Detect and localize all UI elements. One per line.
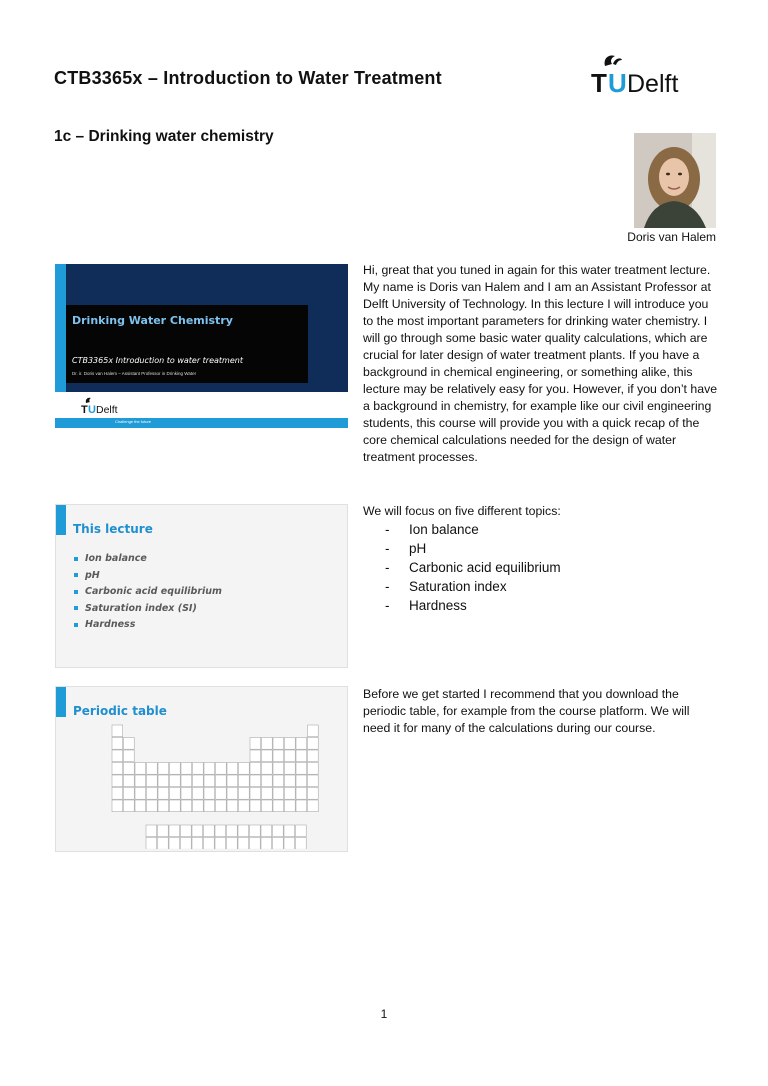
element-cell bbox=[285, 763, 296, 775]
element-cell bbox=[193, 775, 204, 787]
element-cell bbox=[262, 738, 273, 750]
slide-accent-bar bbox=[56, 505, 66, 535]
element-cell bbox=[158, 838, 169, 850]
topic-dash: - bbox=[385, 560, 390, 575]
element-cell bbox=[204, 763, 215, 775]
element-cell bbox=[216, 800, 227, 812]
element-cell bbox=[227, 788, 238, 800]
topics-list bbox=[385, 520, 561, 615]
element-cell bbox=[215, 838, 226, 850]
element-cell bbox=[147, 800, 158, 812]
slide-tagline: Challenge the future bbox=[115, 419, 152, 424]
element-cell bbox=[216, 775, 227, 787]
element-cell bbox=[135, 788, 146, 800]
element-cell bbox=[147, 763, 158, 775]
topic-label: Carbonic acid equilibrium bbox=[409, 560, 561, 575]
instructor-name: Doris van Halem bbox=[627, 230, 716, 244]
element-cell bbox=[112, 788, 123, 800]
element-cell bbox=[227, 775, 238, 787]
element-cell bbox=[112, 750, 123, 762]
element-cell bbox=[124, 750, 135, 762]
element-cell bbox=[193, 763, 204, 775]
element-cell bbox=[124, 763, 135, 775]
slide-bullet-list bbox=[74, 553, 222, 636]
topic-item bbox=[385, 596, 561, 615]
element-cell bbox=[296, 838, 307, 850]
title-slide-thumbnail bbox=[55, 264, 348, 428]
element-cell bbox=[262, 750, 273, 762]
element-cell bbox=[193, 800, 204, 812]
element-cell bbox=[112, 800, 123, 812]
slide-tudelft-logo bbox=[81, 397, 141, 415]
element-cell bbox=[227, 838, 238, 850]
element-cell bbox=[273, 763, 284, 775]
element-cell bbox=[284, 838, 295, 850]
element-cell bbox=[250, 738, 261, 750]
element-cell bbox=[285, 800, 296, 812]
periodic-table-image bbox=[96, 723, 336, 849]
element-cell bbox=[135, 800, 146, 812]
svg-text:T: T bbox=[81, 404, 88, 415]
closing-paragraph: Before we get started I recommend that you download the periodic table, for example from the course platform. We will need it for many of the calculations during our course. bbox=[363, 687, 690, 735]
element-cell bbox=[261, 838, 272, 850]
element-cell bbox=[158, 800, 169, 812]
element-cell bbox=[308, 750, 319, 762]
element-cell bbox=[192, 838, 203, 850]
element-cell bbox=[158, 825, 169, 837]
slide-heading: Periodic table bbox=[73, 704, 167, 718]
element-cell bbox=[296, 800, 307, 812]
element-cell bbox=[273, 738, 284, 750]
element-cell bbox=[146, 838, 157, 850]
element-cell bbox=[250, 763, 261, 775]
periodic-table-slide-thumbnail bbox=[55, 686, 348, 852]
element-cell bbox=[284, 825, 295, 837]
slide-accent-bar bbox=[56, 687, 66, 717]
element-cell bbox=[216, 763, 227, 775]
element-cell bbox=[170, 800, 181, 812]
topic-item bbox=[385, 577, 561, 596]
element-cell bbox=[308, 738, 319, 750]
svg-text:Delft: Delft bbox=[627, 70, 679, 96]
element-cell bbox=[262, 800, 273, 812]
element-cell bbox=[170, 788, 181, 800]
element-cell bbox=[239, 788, 250, 800]
element-cell bbox=[273, 750, 284, 762]
topic-dash: - bbox=[385, 579, 390, 594]
element-cell bbox=[238, 825, 249, 837]
element-cell bbox=[124, 800, 135, 812]
element-cell bbox=[296, 738, 307, 750]
element-cell bbox=[112, 738, 123, 750]
element-cell bbox=[308, 788, 319, 800]
topic-label: Ion balance bbox=[409, 522, 479, 537]
element-cell bbox=[124, 738, 135, 750]
element-cell bbox=[181, 800, 192, 812]
element-cell bbox=[308, 800, 319, 812]
element-cell bbox=[158, 763, 169, 775]
element-cell bbox=[239, 800, 250, 812]
element-cell bbox=[147, 788, 158, 800]
element-cell bbox=[147, 775, 158, 787]
instructor-photo bbox=[634, 133, 716, 228]
element-cell bbox=[215, 825, 226, 837]
element-cell bbox=[204, 800, 215, 812]
element-cell bbox=[273, 788, 284, 800]
course-title: CTB3365x – Introduction to Water Treatment bbox=[54, 68, 442, 88]
element-cell bbox=[112, 725, 123, 737]
topic-dash: - bbox=[385, 522, 390, 537]
element-cell bbox=[296, 763, 307, 775]
intro-paragraph: Hi, great that you tuned in again for this water treatment lecture. My name is Doris van Halem and I am an Assistant Professor at Delft University of Technology. In this lecture I will introduce you to the most important parameters for drinking water chemistry. I will go through some basic water quality calculations, which are crucial for later design of water treatment plants. If you have a background in chemical engineering, or something alike, this lecture may be relatively easy for you. However, if you don’t have a background in chemistry, for example like our civil engineering students, this course will provide you with a quick recap of the core chemical calculations needed for the design of water treatment processes. bbox=[363, 263, 718, 464]
slide-footer-stripe bbox=[55, 418, 348, 428]
element-cell bbox=[250, 775, 261, 787]
element-cell bbox=[250, 825, 261, 837]
element-cell bbox=[193, 788, 204, 800]
element-cell bbox=[285, 775, 296, 787]
element-cell bbox=[285, 750, 296, 762]
svg-text:U: U bbox=[88, 404, 96, 415]
element-cell bbox=[296, 788, 307, 800]
slide-bullet: pH bbox=[74, 570, 222, 587]
element-cell bbox=[262, 775, 273, 787]
slide-bullet: Hardness bbox=[74, 619, 222, 636]
slide-author: Dr. ir. Doris van Halem – Assistant Professor in Drinking Water bbox=[72, 371, 197, 376]
topic-dash: - bbox=[385, 598, 390, 613]
slide-heading: This lecture bbox=[73, 522, 153, 536]
topic-label: Hardness bbox=[409, 598, 467, 613]
element-cell bbox=[181, 763, 192, 775]
slide-subtitle: CTB3365x Introduction to water treatment bbox=[72, 356, 243, 365]
topic-label: pH bbox=[409, 541, 427, 556]
element-cell bbox=[238, 838, 249, 850]
element-cell bbox=[112, 775, 123, 787]
element-cell bbox=[296, 775, 307, 787]
svg-text:T: T bbox=[591, 68, 607, 96]
element-cell bbox=[308, 725, 319, 737]
element-cell bbox=[250, 800, 261, 812]
element-cell bbox=[227, 825, 238, 837]
tudelft-logo bbox=[591, 52, 701, 96]
element-cell bbox=[169, 825, 180, 837]
element-cell bbox=[262, 763, 273, 775]
element-cell bbox=[273, 775, 284, 787]
element-cell bbox=[239, 763, 250, 775]
element-cell bbox=[204, 788, 215, 800]
topics-intro: We will focus on five different topics: bbox=[363, 504, 561, 518]
element-cell bbox=[239, 775, 250, 787]
element-cell bbox=[273, 800, 284, 812]
this-lecture-slide-thumbnail bbox=[55, 504, 348, 668]
element-cell bbox=[216, 788, 227, 800]
element-cell bbox=[169, 838, 180, 850]
element-cell bbox=[170, 763, 181, 775]
topic-dash: - bbox=[385, 541, 390, 556]
element-cell bbox=[181, 775, 192, 787]
element-cell bbox=[112, 763, 123, 775]
element-cell bbox=[308, 763, 319, 775]
page-number: 1 bbox=[380, 1007, 388, 1021]
slide-bullet: Saturation index (SI) bbox=[74, 603, 222, 620]
element-cell bbox=[124, 788, 135, 800]
element-cell bbox=[146, 825, 157, 837]
lecture-title: 1c – Drinking water chemistry bbox=[54, 128, 274, 145]
element-cell bbox=[273, 825, 284, 837]
element-cell bbox=[170, 775, 181, 787]
element-cell bbox=[250, 838, 261, 850]
element-cell bbox=[250, 750, 261, 762]
element-cell bbox=[262, 788, 273, 800]
element-cell bbox=[285, 788, 296, 800]
element-cell bbox=[227, 763, 238, 775]
element-cell bbox=[204, 775, 215, 787]
element-cell bbox=[135, 763, 146, 775]
svg-text:U: U bbox=[608, 68, 627, 96]
element-cell bbox=[204, 825, 215, 837]
element-cell bbox=[158, 788, 169, 800]
element-cell bbox=[181, 788, 192, 800]
element-cell bbox=[227, 800, 238, 812]
slide-bullet: Carbonic acid equilibrium bbox=[74, 586, 222, 603]
slide-bullet: Ion balance bbox=[74, 553, 222, 570]
element-cell bbox=[192, 825, 203, 837]
element-cell bbox=[135, 775, 146, 787]
element-cell bbox=[261, 825, 272, 837]
element-cell bbox=[308, 775, 319, 787]
element-cell bbox=[273, 838, 284, 850]
topic-label: Saturation index bbox=[409, 579, 507, 594]
element-cell bbox=[204, 838, 215, 850]
svg-text:Delft: Delft bbox=[96, 404, 118, 415]
element-cell bbox=[296, 825, 307, 837]
slide-title: Drinking Water Chemistry bbox=[72, 314, 233, 327]
topic-item bbox=[385, 520, 561, 539]
element-cell bbox=[296, 750, 307, 762]
topic-item bbox=[385, 539, 561, 558]
element-cell bbox=[158, 775, 169, 787]
element-cell bbox=[250, 788, 261, 800]
topic-item bbox=[385, 558, 561, 577]
element-cell bbox=[285, 738, 296, 750]
element-cell bbox=[124, 775, 135, 787]
element-cell bbox=[181, 838, 192, 850]
element-cell bbox=[181, 825, 192, 837]
